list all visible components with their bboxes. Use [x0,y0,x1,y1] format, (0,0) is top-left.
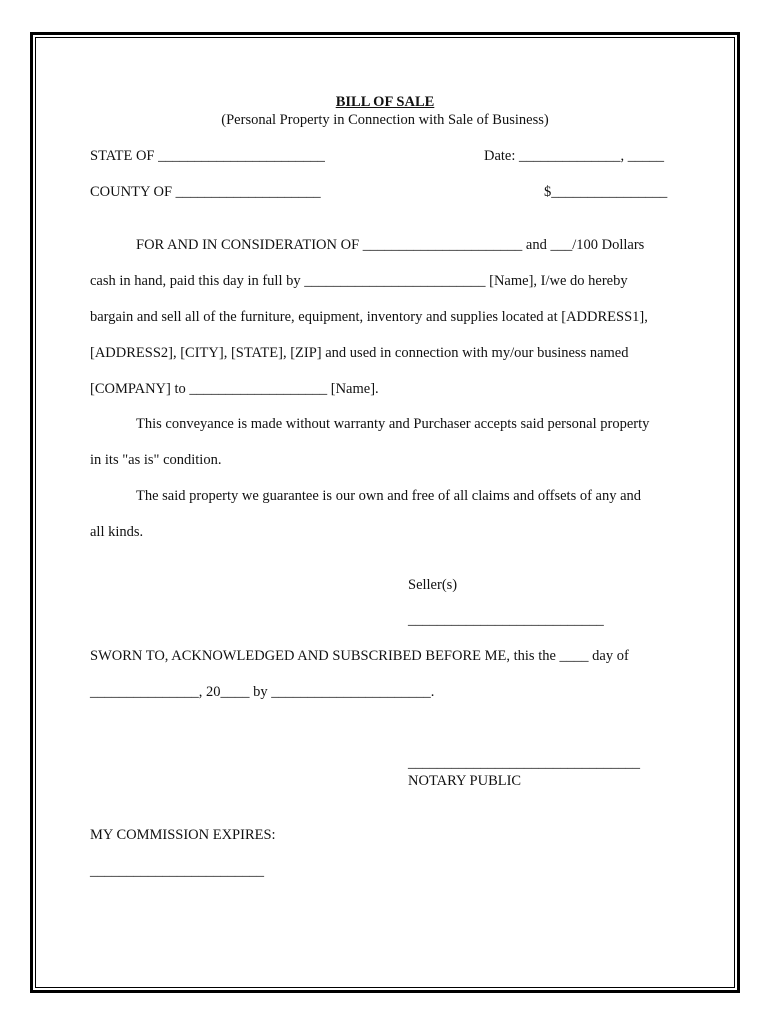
consideration-line-1: FOR AND IN CONSIDERATION OF ______________________ and ___/100 Dollars [136,237,645,253]
warranty-line-1: This conveyance is made without warranty and Purchaser accepts said personal property [136,416,650,432]
warranty-line-2: in its "as is" condition. [90,452,222,468]
commission-label: MY COMMISSION EXPIRES: [90,827,276,843]
consideration-line-3: bargain and sell all of the furniture, equipment, inventory and supplies located at [ADDRESS1], [90,309,648,325]
guarantee-line-2: all kinds. [90,524,144,540]
consideration-line-4: [ADDRESS2], [CITY], [STATE], [ZIP] and used in connection with my/our business named [90,345,629,361]
commission-line: ________________________ [90,863,264,879]
seller-label: Seller(s) [408,577,458,593]
page-border-inner [35,37,735,988]
document-subtitle: (Personal Property in Connection with Sale of Business) [221,112,549,128]
county-field: COUNTY OF ____________________ [90,184,321,200]
sworn-line-1: SWORN TO, ACKNOWLEDGED AND SUBSCRIBED BEFORE ME, this the ____ day of [90,648,629,664]
amount-field: $________________ [544,184,668,200]
date-field: Date: ______________, _____ [484,148,665,164]
notary-label: NOTARY PUBLIC [408,773,522,789]
sworn-line-2: _______________, 20____ by ______________________. [90,684,435,700]
guarantee-line-1: The said property we guarantee is our own and free of all claims and offsets of any and [136,488,642,504]
notary-signature-line: ________________________________ [408,755,640,771]
document-title: BILL OF SALE [335,94,435,110]
seller-signature-line: ___________________________ [408,612,604,628]
state-field: STATE OF _______________________ [90,148,325,164]
consideration-line-5: [COMPANY] to ___________________ [Name]. [90,381,379,397]
consideration-line-2: cash in hand, paid this day in full by _________________________ [Name], I/we do hereby [90,273,628,289]
